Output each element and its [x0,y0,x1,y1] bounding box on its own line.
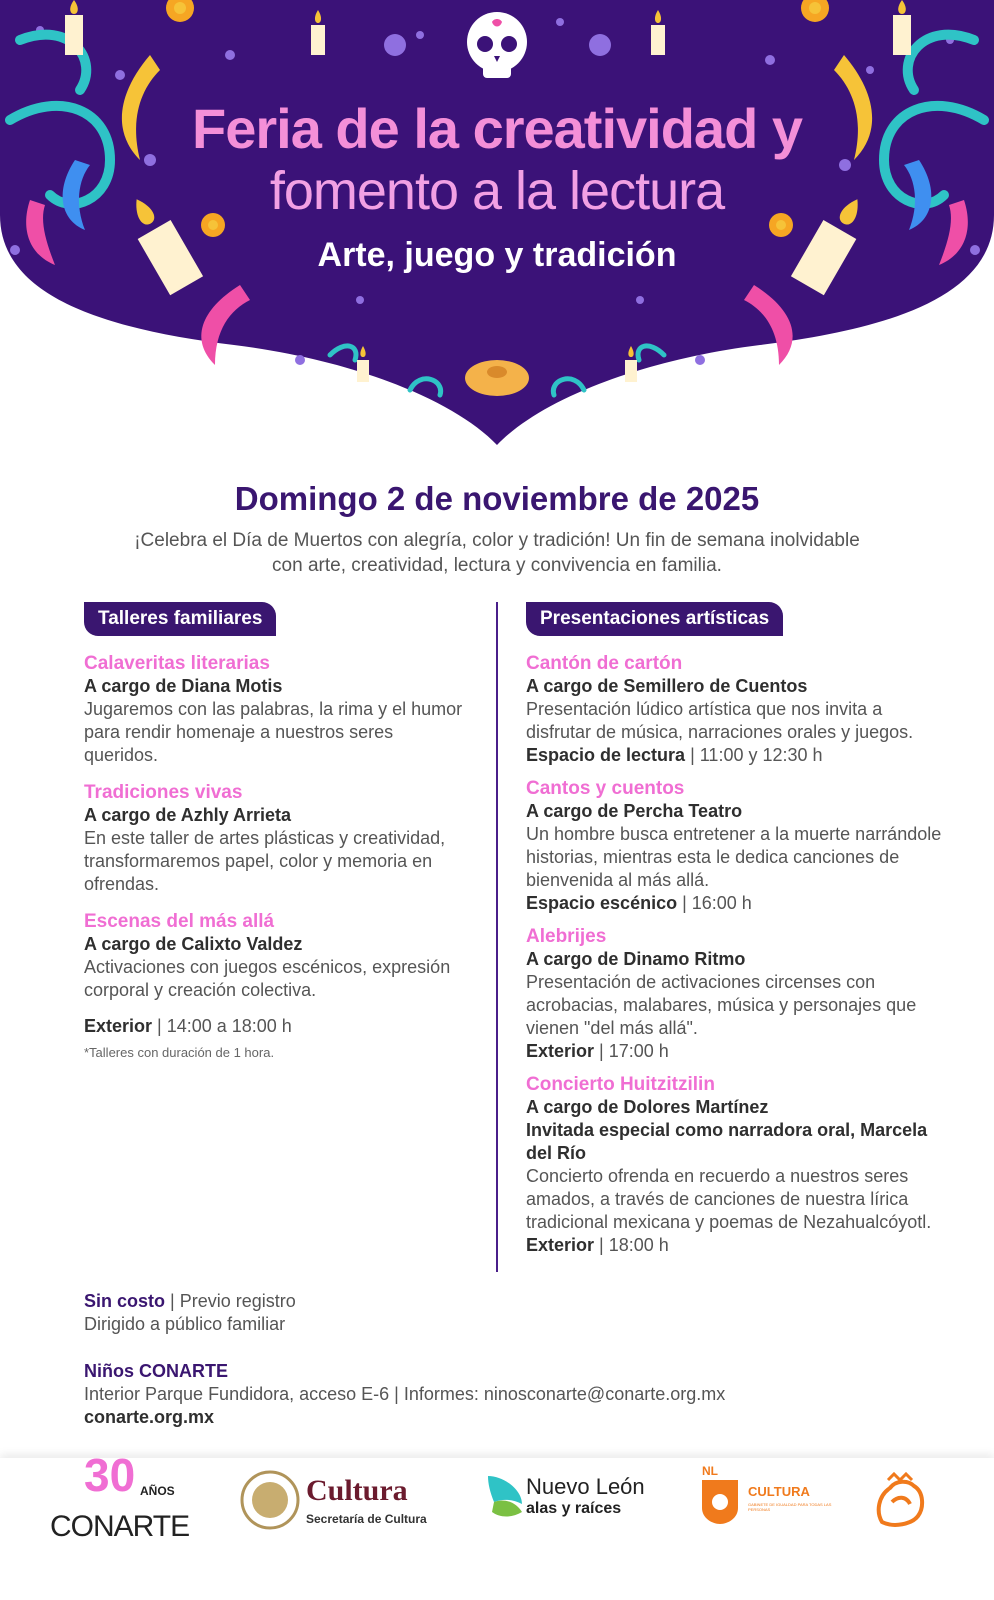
workshop-item [84,781,464,896]
presentation-time: | 16:00 h [677,893,752,913]
presentation-title: Concierto Huitzitzilin [526,1074,715,1095]
workshop-place: Exterior [84,1016,153,1036]
presentation-title: Cantos y cuentos [526,778,685,799]
conarte-name: CONARTE [50,1510,190,1543]
workshop-description: En este taller de artes plásticas y creatividad, transformaremos papel, color y memoria en ofrendas. [84,828,446,894]
workshops-column [84,602,464,1060]
presentation-schedule [526,892,946,915]
lion-logo [872,1472,932,1532]
cost-line [84,1290,884,1313]
organizer-name: Niños CONARTE [84,1361,228,1381]
workshop-item [84,910,464,1002]
presentation-time: | 18:00 h [594,1235,669,1255]
presentation-schedule [526,1040,946,1063]
presentation-place: Exterior [526,1235,595,1255]
audience-line: Dirigido a público familiar [84,1314,286,1334]
cultura-title: Cultura [306,1474,408,1507]
workshops-heading: Talleres familiares [84,602,276,636]
workshop-title: Escenas del más allá [84,911,275,932]
nuevo-leon-logo [484,1472,674,1532]
presentation-item [526,777,946,915]
nl-leaf-icon [484,1472,526,1522]
workshop-host: A cargo de Calixto Valdez [84,934,303,954]
registration-text: | Previo registro [165,1291,296,1311]
nl-subtitle: alas y raíces [526,1500,622,1517]
event-date: Domingo 2 de noviembre de 2025 [234,480,760,517]
presentation-host: A cargo de Dinamo Ritmo [526,949,746,969]
presentation-item [526,925,946,1063]
cost-label: Sin costo [84,1291,166,1311]
workshop-note: *Talleres con duración de 1 hora. [84,1045,275,1060]
nl-cultura-subtitle: GABINETE DE IGUALDAD PARA TODAS LAS PERSONAS [748,1502,832,1512]
cultura-federal-logo [240,1470,440,1540]
presentation-place: Espacio escénico [526,893,678,913]
hero-decoration [0,0,994,450]
cultura-subtitle: Secretaría de Cultura [306,1512,427,1526]
presentation-host: A cargo de Dolores Martínez [526,1097,769,1117]
presentation-item [526,652,946,767]
workshop-host: A cargo de Azhly Arrieta [84,805,292,825]
presentation-time: | 17:00 h [594,1041,669,1061]
footer-info [84,1290,884,1429]
nl-cultura-logo [700,1464,840,1534]
nl-title: Nuevo León [526,1474,645,1499]
nl-cultura-title: CULTURA [748,1484,810,1499]
eagle-seal-icon [240,1470,300,1530]
sponsor-logos-bar [0,1449,994,1600]
workshop-title: Tradiciones vivas [84,782,243,803]
hero-title-line1: Feria de la creatividad y [192,97,802,160]
column-divider [496,602,498,1272]
presentation-time: | 11:00 y 12:30 h [685,745,823,765]
conarte-years-number: 30 [84,1449,136,1501]
workshop-description: Jugaremos con las palabras, la rima y el humor para rendir homenaje a nuestros seres queridos. [84,699,463,765]
presentation-item [526,1073,946,1257]
workshop-description: Activaciones con juegos escénicos, expresión corporal y creación colectiva. [84,957,451,1000]
hero-banner [0,0,994,450]
conarte-years-label: AÑOS [140,1484,175,1498]
presentation-description: Concierto ofrenda en recuerdo a nuestros seres amados, a través de canciones de nuestra lírica tradicional mexicana y poemas de Nezahualcóyotl. [526,1166,932,1232]
workshop-time: | 14:00 a 18:00 h [152,1016,292,1036]
presentation-host: A cargo de Semillero de Cuentos [526,676,808,696]
presentation-schedule [526,1234,946,1257]
hero-subtitle: Arte, juego y tradición [317,236,677,274]
presentation-description: Presentación lúdico artística que nos invita a disfrutar de música, narraciones orales y juegos. [526,699,914,742]
workshop-host: A cargo de Diana Motis [84,676,283,696]
presentation-place: Espacio de lectura [526,745,686,765]
lion-icon [872,1472,928,1532]
website-link[interactable]: conarte.org.mx [84,1407,215,1427]
presentation-description: Un hombre busca entretener a la muerte narrándole historias, mientras esta le dedica canciones de bienvenida al más allá. [526,824,942,890]
presentations-column [526,602,946,1271]
workshop-item [84,652,464,767]
intro-text: ¡Celebra el Día de Muertos con alegría, color y tradición! Un fin de semana inolvidable con arte, creatividad, lectura y convivencia en familia. [134,530,860,576]
presentation-description: Presentación de activaciones circenses con acrobacias, malabares, música y personajes que vienen "del más allá". [526,972,917,1038]
presentation-schedule [526,744,946,767]
conarte-logo [50,1450,190,1550]
presentations-heading: Presentaciones artísticas [526,602,783,636]
nl-cultura-badge: NL [702,1464,718,1478]
presentation-place: Exterior [526,1041,595,1061]
shield-icon [700,1478,740,1526]
presentation-title: Alebrijes [526,926,607,947]
presentation-guest: Invitada especial como narradora oral, Marcela del Río [526,1120,928,1163]
workshop-schedule [84,1016,464,1037]
hero-title-line2: fomento a la lectura [269,161,725,221]
presentation-title: Cantón de cartón [526,653,683,674]
address-line: Interior Parque Fundidora, acceso E-6 | Informes: ninosconarte@conarte.org.mx [84,1384,726,1404]
workshop-title: Calaveritas literarias [84,653,270,674]
presentation-host: A cargo de Percha Teatro [526,801,743,821]
